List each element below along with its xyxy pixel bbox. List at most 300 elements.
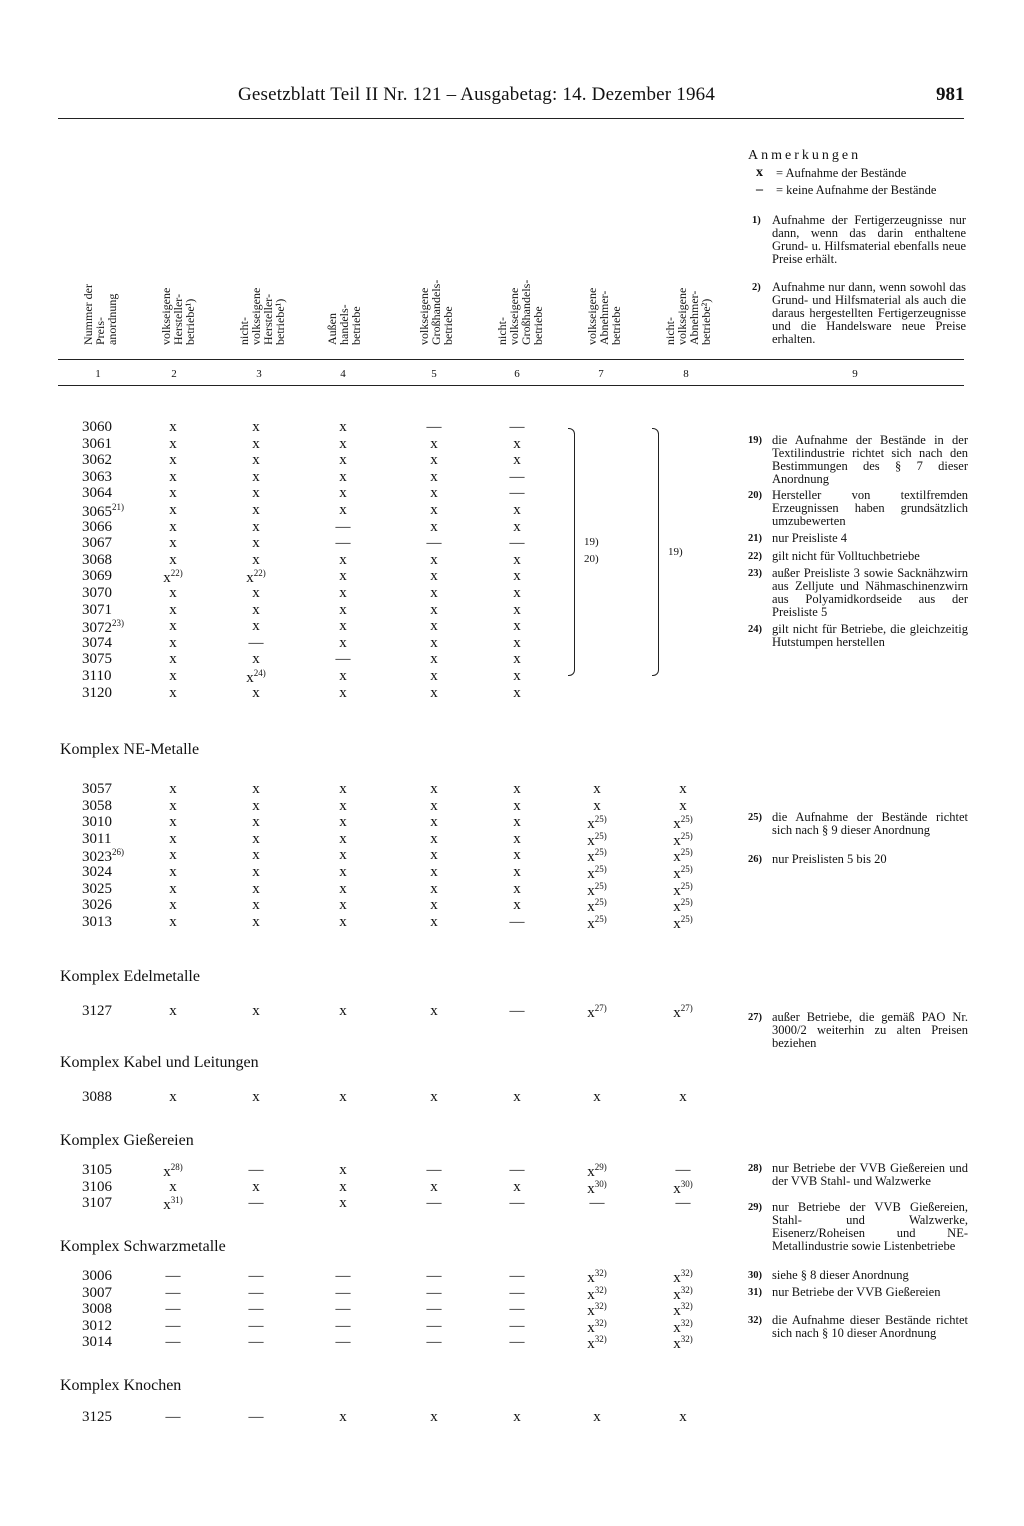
cell-value: x xyxy=(430,585,438,601)
footnote-ref: 21) xyxy=(112,502,124,512)
cell-value: x xyxy=(593,797,601,814)
cell-value: x xyxy=(339,1195,347,1212)
table-cell xyxy=(323,436,363,453)
cell-value: x xyxy=(339,880,347,897)
cell-value: x xyxy=(513,551,521,568)
table-cell xyxy=(414,469,454,486)
cell-value: x xyxy=(673,882,681,899)
footnote-number: 26) xyxy=(748,854,762,865)
col-heading-8: nicht- volkseigene Abnehmer- betriebe²) xyxy=(663,287,713,345)
table-cell xyxy=(236,419,276,436)
table-cell xyxy=(323,1089,363,1106)
footnote-ref: 25) xyxy=(680,830,693,841)
cell-value: x xyxy=(339,1089,347,1105)
cell-value: — xyxy=(426,1334,442,1351)
cell-value: x xyxy=(339,468,347,485)
cell-value: x xyxy=(430,781,438,797)
table-cell xyxy=(236,831,276,848)
table-cell xyxy=(323,568,363,585)
cell-value: x xyxy=(252,651,260,668)
table-cell xyxy=(236,485,276,502)
table-cell xyxy=(323,618,363,635)
table-cell xyxy=(236,618,276,635)
table-cell xyxy=(414,485,454,502)
footnote-ref: 32) xyxy=(594,1301,607,1312)
cell-value: x xyxy=(587,1286,595,1303)
cell-value: x xyxy=(593,781,601,797)
footnote-ref: 32) xyxy=(594,1317,607,1328)
table-cell xyxy=(663,781,703,798)
cell-value: x xyxy=(430,452,438,469)
table-cell xyxy=(497,864,537,881)
cell-value: x xyxy=(339,781,347,797)
table-cell xyxy=(236,585,276,602)
cell-value: — xyxy=(426,1268,442,1284)
preisanordnung-number xyxy=(82,1179,112,1196)
table-cell xyxy=(236,1195,276,1212)
cell-value: x xyxy=(513,518,521,535)
table-cell xyxy=(414,864,454,881)
number-text: 3007 xyxy=(82,1284,112,1301)
cell-value: x xyxy=(169,634,177,651)
cell-value: x xyxy=(673,832,681,849)
table-cell xyxy=(497,452,537,469)
cell-value: x xyxy=(587,849,595,866)
cell-value: x xyxy=(673,1180,681,1197)
number-text: 3063 xyxy=(82,468,112,485)
footnote-number: 22) xyxy=(748,550,762,562)
cell-value: x xyxy=(430,830,438,847)
table-cell xyxy=(323,519,363,536)
cell-value: — xyxy=(509,1334,525,1351)
table-cell xyxy=(414,651,454,668)
cell-value: x xyxy=(339,814,347,831)
footnote-number: 30) xyxy=(748,1270,762,1281)
cell-value: — xyxy=(335,518,351,535)
cell-value: x xyxy=(430,634,438,651)
cell-value: x xyxy=(430,618,438,635)
cell-value: x xyxy=(252,1003,260,1019)
table-cell xyxy=(323,1285,363,1302)
table-cell xyxy=(414,1162,454,1179)
table-cell xyxy=(236,798,276,815)
cell-value: x xyxy=(169,781,177,797)
footnote-ref: 25) xyxy=(594,814,607,825)
cell-value: — xyxy=(509,419,525,435)
table-cell xyxy=(153,651,193,668)
cell-value: — xyxy=(675,1195,691,1212)
preisanordnung-number xyxy=(82,635,112,652)
cell-value: x xyxy=(673,816,681,833)
cell-value: x xyxy=(169,847,177,864)
cell-value: x xyxy=(339,897,347,914)
cell-value: x xyxy=(430,518,438,535)
table-cell xyxy=(414,618,454,635)
cell-value: x xyxy=(246,570,254,587)
number-text: 3070 xyxy=(82,585,112,601)
cell-value: — xyxy=(426,1195,442,1212)
number-text: 3058 xyxy=(82,797,112,814)
cell-value: x xyxy=(252,518,260,535)
brace-bracket-col8 xyxy=(652,428,659,676)
cell-value: x xyxy=(252,864,260,880)
table-cell xyxy=(323,1195,363,1212)
cell-value: — xyxy=(335,1334,351,1351)
cell-value: x xyxy=(430,913,438,930)
footnote-ref: 25) xyxy=(594,830,607,841)
cell-value: x xyxy=(252,601,260,618)
footnote-ref: 32) xyxy=(594,1284,607,1295)
table-cell xyxy=(497,668,537,685)
number-text: 3014 xyxy=(82,1334,112,1351)
cell-value: — xyxy=(509,1268,525,1284)
cell-value: x xyxy=(163,1164,171,1180)
table-cell xyxy=(323,502,363,519)
table-cell xyxy=(497,847,537,864)
cell-value: x xyxy=(430,601,438,618)
table-cell xyxy=(153,1285,193,1302)
preisanordnung-number xyxy=(82,1162,112,1179)
cell-value: x xyxy=(513,814,521,831)
footnote-ref: 25) xyxy=(680,814,693,825)
col-number: 3 xyxy=(256,368,262,380)
cell-value: x xyxy=(513,781,521,797)
cell-value: x xyxy=(169,830,177,847)
cell-value: x xyxy=(513,601,521,618)
preisanordnung-number xyxy=(82,881,112,898)
cell-value: — xyxy=(248,1334,264,1351)
cell-value: x xyxy=(513,864,521,880)
cell-value: x xyxy=(252,502,260,518)
footnote-number: 25) xyxy=(748,812,762,823)
preisanordnung-number xyxy=(82,1003,112,1020)
cell-value: — xyxy=(248,1195,264,1212)
cell-value: x xyxy=(430,551,438,568)
table-cell xyxy=(323,781,363,798)
brace-bracket-col7 xyxy=(568,428,575,676)
table-cell xyxy=(323,1162,363,1179)
table-cell xyxy=(577,1334,617,1353)
table-cell xyxy=(323,1301,363,1318)
footnote-text: nur Preislisten 5 bis 20 xyxy=(772,852,887,866)
table-cell xyxy=(236,914,276,931)
footnote-ref: 32) xyxy=(680,1284,693,1295)
table-cell xyxy=(236,502,276,519)
cell-value: x xyxy=(430,1089,438,1105)
table-cell xyxy=(414,1409,454,1426)
cell-value: x xyxy=(430,668,438,684)
cell-value: x xyxy=(587,899,595,916)
cell-value: x xyxy=(430,847,438,864)
cell-value: — xyxy=(165,1284,181,1301)
cell-value: x xyxy=(169,913,177,930)
table-cell xyxy=(414,1195,454,1212)
preisanordnung-number xyxy=(82,1334,112,1351)
preisanordnung-number xyxy=(82,1301,112,1318)
number-text: 3011 xyxy=(82,830,112,847)
cell-value: x xyxy=(513,618,521,635)
table-cell xyxy=(323,1409,363,1426)
cell-value: x xyxy=(169,1003,177,1019)
table-cell xyxy=(236,847,276,864)
table-cell xyxy=(414,436,454,453)
footnote-text: nur Betriebe der VVB Gießereien xyxy=(772,1285,941,1299)
table-cell xyxy=(663,1162,703,1179)
table-cell xyxy=(236,1179,276,1196)
table-cell xyxy=(153,552,193,569)
cell-value: x xyxy=(169,435,177,452)
number-text: 3067 xyxy=(82,535,112,552)
cell-value: x xyxy=(339,1162,347,1178)
cell-value: — xyxy=(509,1301,525,1318)
table-cell xyxy=(577,1195,617,1212)
col-number: 4 xyxy=(340,368,346,380)
table-cell xyxy=(497,635,537,652)
table-cell xyxy=(323,452,363,469)
cell-value: — xyxy=(335,1301,351,1318)
cell-value: x xyxy=(169,585,177,601)
cell-value: — xyxy=(248,1317,264,1334)
cell-value: x xyxy=(339,797,347,814)
cell-value: — xyxy=(248,1162,264,1178)
footnote-text: Hersteller von textilfremden Erzeugnissen haben grundsätzlich umzubewerten xyxy=(772,488,968,529)
table-cell xyxy=(414,502,454,519)
table-cell xyxy=(497,831,537,848)
cell-value: — xyxy=(165,1409,181,1425)
table-cell xyxy=(497,914,537,931)
table-cell xyxy=(236,552,276,569)
cell-value: x xyxy=(169,880,177,897)
table-cell xyxy=(497,1195,537,1212)
cell-value: x xyxy=(673,915,681,932)
preisanordnung-number xyxy=(82,1195,112,1212)
table-cell xyxy=(497,568,537,585)
number-text: 3127 xyxy=(82,1003,112,1019)
number-text: 3060 xyxy=(82,419,112,435)
col-number: 5 xyxy=(431,368,437,380)
cell-value: x xyxy=(169,684,177,701)
col-number: 2 xyxy=(171,368,177,380)
cell-value: x xyxy=(587,866,595,882)
table-cell xyxy=(153,847,193,864)
number-text: 3062 xyxy=(82,452,112,469)
cell-value: x xyxy=(169,668,177,684)
brace-mark: 20) xyxy=(584,553,599,565)
cell-value: — xyxy=(426,1284,442,1301)
cell-value: — xyxy=(165,1317,181,1334)
cell-value: — xyxy=(509,1195,525,1212)
footnote-ref: 27) xyxy=(680,1003,693,1013)
table-cell xyxy=(497,1089,537,1106)
preisanordnung-number xyxy=(82,781,112,798)
cell-value: x xyxy=(169,419,177,435)
header-rule xyxy=(58,118,964,119)
footnote-number: 29) xyxy=(748,1202,762,1213)
cell-value: x xyxy=(252,1178,260,1195)
number-text: 3013 xyxy=(82,913,112,930)
cell-value: x xyxy=(513,651,521,668)
table-cell xyxy=(577,781,617,798)
table-cell xyxy=(497,485,537,502)
table-cell xyxy=(236,1318,276,1335)
cell-value: x xyxy=(593,1089,601,1105)
preisanordnung-number xyxy=(82,1089,112,1106)
footnote-ref: 22) xyxy=(170,568,183,579)
number-text: 3026 xyxy=(82,897,112,914)
table-cell xyxy=(414,568,454,585)
cell-value: x xyxy=(587,1319,595,1336)
table-cell xyxy=(236,1268,276,1285)
cell-value: x xyxy=(339,435,347,452)
table-cell xyxy=(153,864,193,881)
table-cell xyxy=(414,519,454,536)
cell-value: x xyxy=(169,518,177,535)
note-text: = Aufnahme der Bestände xyxy=(776,166,907,180)
table-cell xyxy=(577,1089,617,1106)
cell-value: x xyxy=(169,485,177,502)
table-cell xyxy=(323,651,363,668)
col-number: 8 xyxy=(683,368,689,380)
preisanordnung-number xyxy=(82,897,112,914)
table-cell xyxy=(414,1179,454,1196)
cell-value: x xyxy=(169,601,177,618)
table-cell xyxy=(236,651,276,668)
cell-value: x xyxy=(673,1286,681,1303)
table-cell xyxy=(663,1089,703,1106)
table-cell xyxy=(153,1301,193,1318)
cell-value: x xyxy=(673,1005,681,1021)
table-cell xyxy=(153,1003,193,1020)
table-cell xyxy=(414,1334,454,1351)
brace-mark: 19) xyxy=(584,536,599,548)
cell-value: x xyxy=(252,847,260,864)
footnote-text: nur Preisliste 4 xyxy=(772,531,847,546)
table-cell xyxy=(323,881,363,898)
table-cell xyxy=(236,781,276,798)
table-cell xyxy=(236,814,276,831)
table-cell xyxy=(236,1089,276,1106)
page-number: 981 xyxy=(936,84,965,105)
footnote-ref: 25) xyxy=(680,847,693,858)
table-cell xyxy=(497,1334,537,1351)
cell-value: x xyxy=(169,814,177,831)
preisanordnung-number xyxy=(82,552,112,569)
cell-value: — xyxy=(509,468,525,485)
table-cell xyxy=(323,914,363,931)
table-cell xyxy=(414,1301,454,1318)
cell-value: x xyxy=(673,899,681,916)
table-cell xyxy=(414,814,454,831)
table-cell xyxy=(236,1285,276,1302)
cell-value: x xyxy=(169,897,177,914)
table-cell xyxy=(497,436,537,453)
table-cell xyxy=(236,1334,276,1351)
cell-value: x xyxy=(430,468,438,485)
cell-value: x xyxy=(169,1089,177,1105)
footnote-number: 23) xyxy=(748,568,762,580)
table-cell xyxy=(153,1179,193,1196)
cell-value: x xyxy=(252,468,260,485)
table-cell xyxy=(497,1003,537,1020)
cell-value: x xyxy=(169,618,177,635)
cell-value: x xyxy=(339,1409,347,1425)
footnote-ref: 32) xyxy=(594,1268,607,1278)
footnote-ref: 32) xyxy=(680,1268,693,1278)
cell-value: x xyxy=(430,864,438,880)
cell-value: — xyxy=(248,1268,264,1284)
preisanordnung-number xyxy=(82,485,112,502)
note-mark: 2) xyxy=(752,282,761,293)
table-cell xyxy=(323,635,363,652)
number-text: 3008 xyxy=(82,1301,112,1318)
table-cell xyxy=(414,1268,454,1285)
cell-value: x xyxy=(593,1409,601,1425)
preisanordnung-number xyxy=(82,914,112,931)
cell-value: x xyxy=(169,535,177,552)
table-cell xyxy=(236,881,276,898)
table-cell xyxy=(414,798,454,815)
cell-value: x xyxy=(252,452,260,469)
table-cell xyxy=(153,635,193,652)
cell-value: x xyxy=(587,1303,595,1320)
cell-value: x xyxy=(513,1089,521,1105)
footnote-ref: 22) xyxy=(253,568,266,579)
cell-value: x xyxy=(430,435,438,452)
footnote-text: die Aufnahme der Bestände richtet sich nach § 9 dieser Anordnung xyxy=(772,810,968,837)
footnote-ref: 25) xyxy=(680,880,693,891)
cell-value: x xyxy=(430,485,438,502)
footnote-ref: 25) xyxy=(594,847,607,858)
footnote-ref: 25) xyxy=(680,913,693,924)
table-cell xyxy=(663,798,703,815)
cell-value: — xyxy=(509,1162,525,1178)
table-cell xyxy=(663,1003,703,1022)
section-title: Komplex Edelmetalle xyxy=(60,968,200,985)
cell-value: — xyxy=(248,634,264,651)
cell-value: x xyxy=(513,568,521,585)
table-cell xyxy=(153,897,193,914)
cell-value: x xyxy=(252,913,260,930)
footnote-ref: 25) xyxy=(594,880,607,891)
number-text: 3006 xyxy=(82,1268,112,1284)
number-text: 3065 xyxy=(82,504,112,520)
table-cell xyxy=(153,814,193,831)
table-cell xyxy=(414,635,454,652)
table-cell xyxy=(497,585,537,602)
cell-value: — xyxy=(335,1268,351,1284)
col-number: 7 xyxy=(598,368,604,380)
footnote-ref: 32) xyxy=(594,1334,607,1345)
table-cell xyxy=(497,1318,537,1335)
cell-value: — xyxy=(426,1162,442,1178)
preisanordnung-number xyxy=(82,535,112,552)
footnote-text: nur Betriebe der VVB Gießereien, Stahl- und Walzwerke, Eisenerz/Roheisen und NE-Metallindustrie sowie Listenbetriebe xyxy=(772,1200,968,1253)
footnote-text: außer Betriebe, die gemäß PAO Nr. 3000/2 weiterhin zu alten Preisen beziehen xyxy=(772,1010,968,1050)
preisanordnung-number xyxy=(82,1409,112,1426)
footnote-ref: 25) xyxy=(594,913,607,924)
cell-value: x xyxy=(252,618,260,635)
table-cell xyxy=(577,798,617,815)
number-text: 3074 xyxy=(82,634,112,651)
table-cell xyxy=(236,452,276,469)
table-cell xyxy=(153,914,193,931)
number-text: 3110 xyxy=(82,668,112,684)
section-title: Komplex Kabel und Leitungen xyxy=(60,1054,259,1071)
footnote-ref: 31) xyxy=(170,1195,183,1206)
preisanordnung-number xyxy=(82,419,112,436)
cell-value: x xyxy=(339,1003,347,1019)
cell-value: x xyxy=(339,668,347,684)
